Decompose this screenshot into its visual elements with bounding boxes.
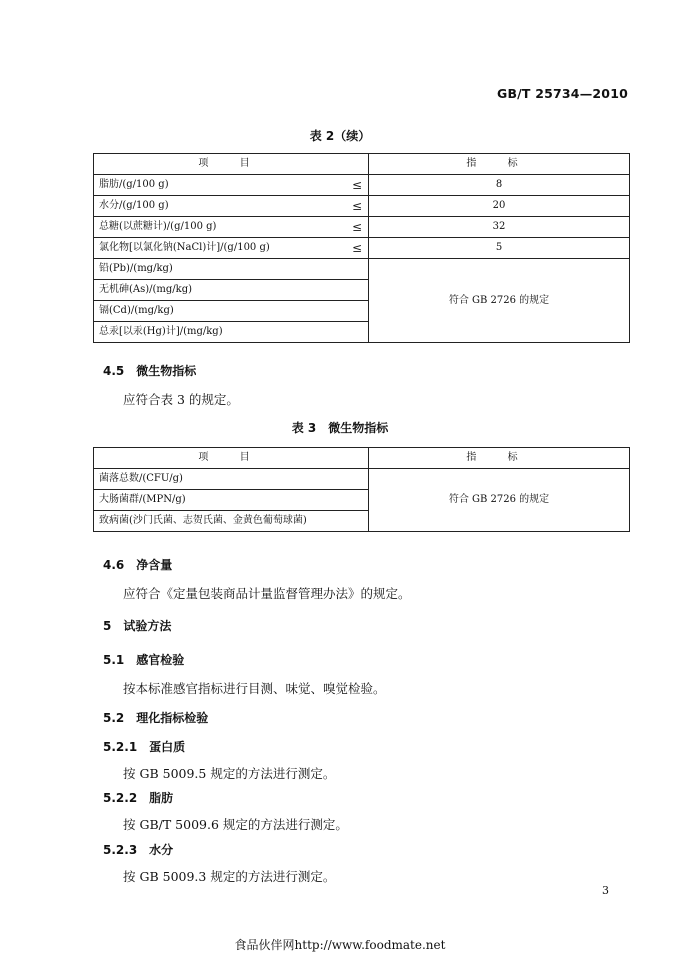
item-cell: 脂肪/(g/100 g): [94, 175, 342, 196]
section-5-2-1-text: 按 GB 5009.5 规定的方法进行测定。: [123, 766, 336, 781]
col-item-header: 项 目: [94, 448, 369, 469]
section-5-2-2-text: 按 GB/T 5009.6 规定的方法进行测定。: [123, 817, 348, 832]
value-cell: 5: [369, 238, 630, 259]
op-cell: ≤: [341, 217, 369, 238]
table-row: [94, 196, 630, 217]
micro-value-cell: 符合 GB 2726 的规定: [369, 469, 630, 532]
value-cell: 32: [369, 217, 630, 238]
table-row: [94, 259, 630, 280]
section-5-2-1-heading: 5.2.1 蛋白质: [103, 740, 186, 754]
item-cell: 无机砷(As)/(mg/kg): [94, 280, 369, 301]
table-row: [94, 469, 630, 490]
item-cell: 大肠菌群/(MPN/g): [94, 490, 369, 511]
section-4-6-heading: 4.6 净含量: [103, 558, 173, 572]
table-row: [94, 238, 630, 259]
op-cell: ≤: [341, 238, 369, 259]
table-row: [94, 217, 630, 238]
col-index-header: 指 标: [369, 448, 630, 469]
standard-code: GB/T 25734—2010: [496, 86, 628, 101]
table-row: [94, 175, 630, 196]
item-cell: 总汞[以汞(Hg)计]/(mg/kg): [94, 322, 369, 343]
section-4-5-heading: 4.5 微生物指标: [103, 364, 197, 378]
item-cell: 铅(Pb)/(mg/kg): [94, 259, 369, 280]
col-item-header: 项 目: [94, 154, 369, 175]
section-4-5-text: 应符合表 3 的规定。: [123, 392, 239, 407]
item-cell: 氯化物[以氯化钠(NaCl)计]/(g/100 g): [94, 238, 342, 259]
section-5-1-text: 按本标准感官指标进行目测、味觉、嗅觉检验。: [123, 681, 386, 696]
table3-caption: 表 3 微生物指标: [291, 421, 389, 435]
item-cell: 水分/(g/100 g): [94, 196, 342, 217]
op-cell: ≤: [341, 175, 369, 196]
table-header-row: [94, 448, 630, 469]
section-4-6-text: 应符合《定量包装商品计量监督管理办法》的规定。: [123, 586, 411, 601]
item-cell: 镉(Cd)/(mg/kg): [94, 301, 369, 322]
heavy-metals-value-cell: 符合 GB 2726 的规定: [369, 259, 630, 343]
value-cell: 8: [369, 175, 630, 196]
item-cell: 总糖(以蔗糖计)/(g/100 g): [94, 217, 342, 238]
value-cell: 20: [369, 196, 630, 217]
section-5-2-heading: 5.2 理化指标检验: [103, 711, 209, 725]
section-5-1-heading: 5.1 感官检验: [103, 653, 185, 667]
table2: [93, 153, 630, 343]
section-5-2-3-heading: 5.2.3 水分: [103, 843, 174, 857]
col-index-header: 指 标: [369, 154, 630, 175]
table3: [93, 447, 630, 532]
op-cell: ≤: [341, 196, 369, 217]
table-header-row: [94, 154, 630, 175]
item-cell: 菌落总数/(CFU/g): [94, 469, 369, 490]
section-5-2-2-heading: 5.2.2 脂肪: [103, 791, 174, 805]
section-5-heading: 5 试验方法: [103, 619, 172, 633]
table2-caption: 表 2（续）: [309, 129, 371, 143]
section-5-2-3-text: 按 GB 5009.3 规定的方法进行测定。: [123, 869, 336, 884]
page-number: 3: [602, 884, 609, 897]
footer-watermark: 食品伙伴网http://www.foodmate.net: [234, 938, 446, 952]
item-cell: 致病菌(沙门氏菌、志贺氏菌、金黄色葡萄球菌): [94, 511, 369, 532]
